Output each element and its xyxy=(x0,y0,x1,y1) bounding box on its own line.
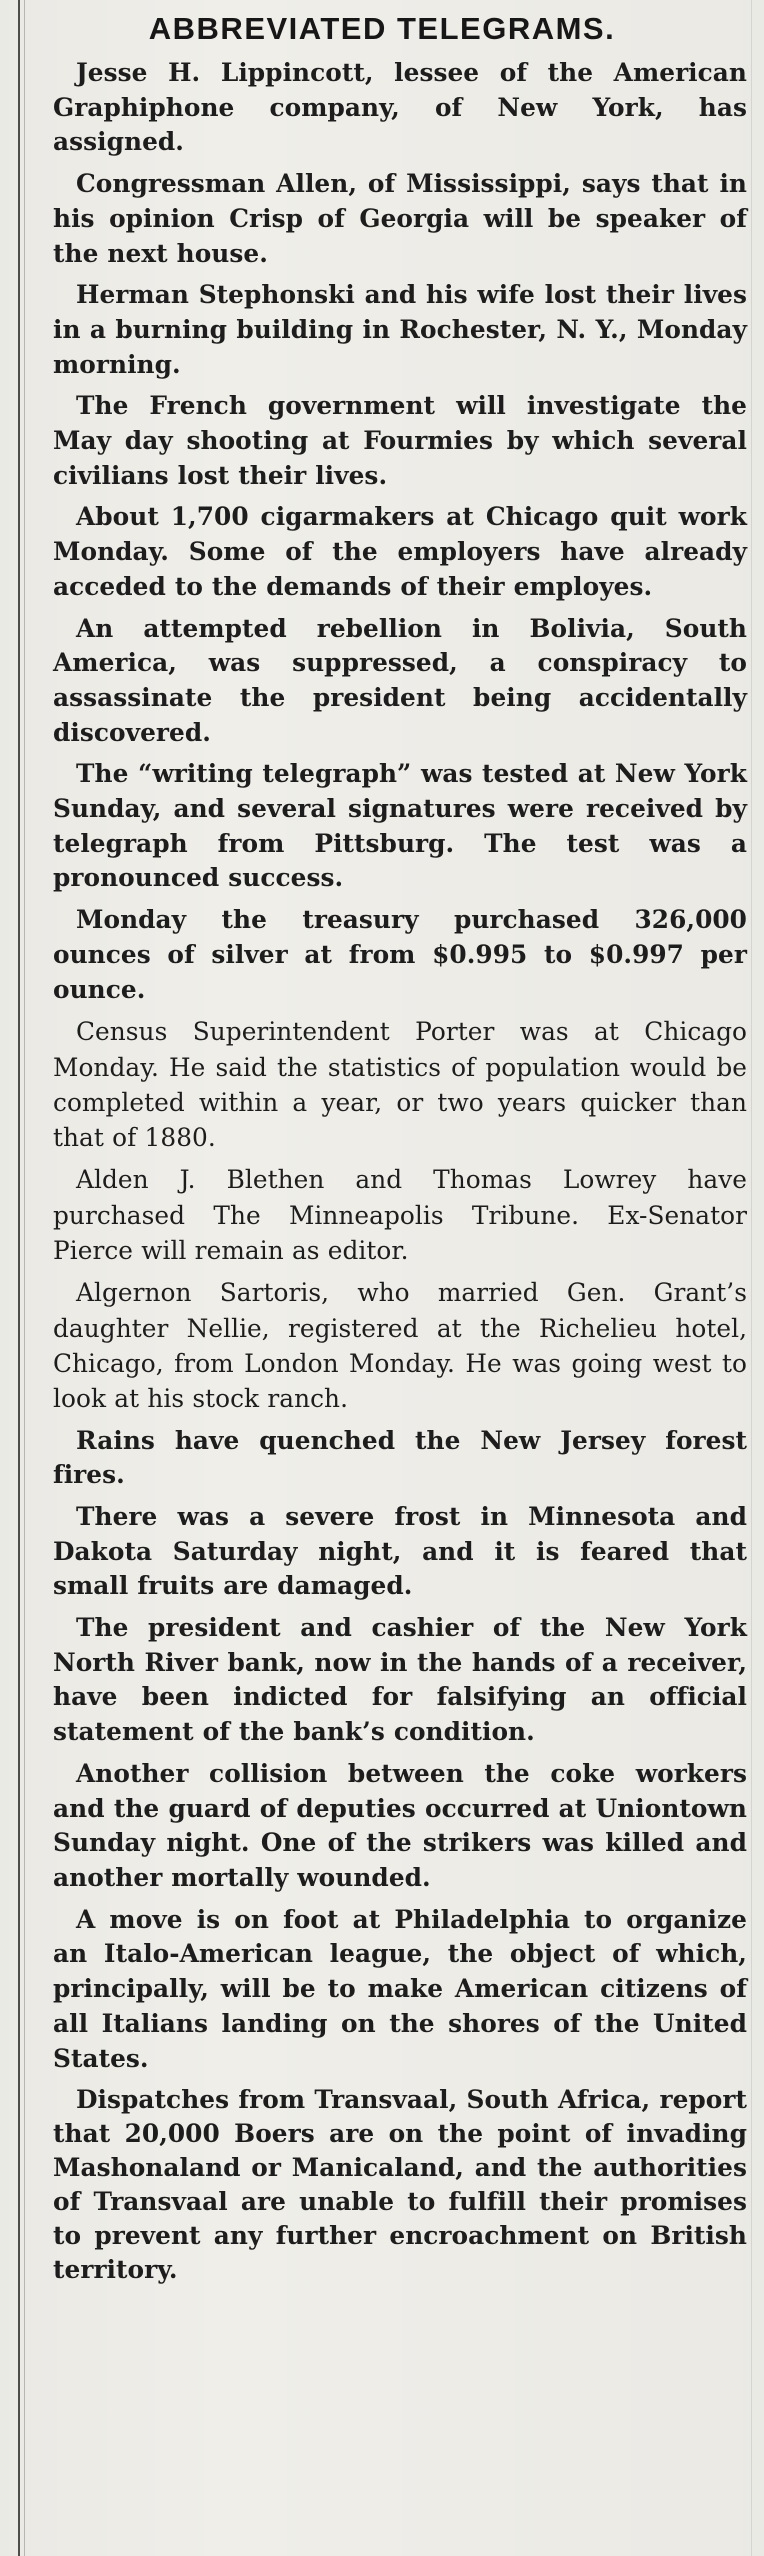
news-item-8: Monday the treasury purchased 326,000 ounces of silver at from $0.995 to $0.997 per ounce. xyxy=(53,905,747,1004)
news-item-5: About 1,700 cigarmakers at Chicago quit work Monday. Some of the employers have already acceded to the demands of their employes. xyxy=(53,502,747,601)
left-column-inner-rule xyxy=(24,0,25,2556)
section-title: ABBREVIATED TELEGRAMS. xyxy=(148,11,616,46)
news-item-10: Alden J. Blethen and Thomas Lowrey have purchased The Minneapolis Tribune. Ex-Senator Pierce will remain as editor. xyxy=(53,1165,747,1266)
news-item-15: Another collision between the coke workers and the guard of deputies occurred at Uniontown Sunday night. One of the strikers was killed and another mortally wounded. xyxy=(53,1758,747,1892)
news-item-16: A move is on foot at Philadelphia to organize an Italo-American league, the object of which, principally, will be to make American citizens of all Italians landing on the shores of the United States. xyxy=(53,1904,747,2073)
news-item-1: Jesse H. Lippincott, lessee of the American Graphiphone company, of New York, has assigned. xyxy=(53,58,747,157)
news-item-7: The “writing telegraph” was tested at New York Sunday, and several signatures were received by telegraph from Pittsburg. The test was a pronounced success. xyxy=(53,759,747,893)
news-item-9: Census Superintendent Porter was at Chicago Monday. He said the statistics of population would be completed within a year, or two years quicker than that of 1880. xyxy=(53,1017,747,1153)
left-column-rule xyxy=(18,0,20,2556)
news-item-12: Rains have quenched the New Jersey forest fires. xyxy=(53,1425,747,1490)
news-item-14: The president and cashier of the New York North River bank, now in the hands of a receiver, have been indicted for falsifying an official statement of the bank’s condition. xyxy=(53,1613,747,1747)
news-item-11: Algernon Sartoris, who married Gen. Grant’s daughter Nellie, registered at the Richelieu hotel, Chicago, from London Monday. He was going west to look at his stock ranch. xyxy=(53,1278,747,1414)
news-item-4: The French government will investigate the May day shooting at Fourmies by which several civilians lost their lives. xyxy=(53,391,747,490)
right-column-rule xyxy=(751,0,752,2556)
news-item-17: Dispatches from Transvaal, South Africa, report that 20,000 Boers are on the point of invading Mashonaland or Manicaland, and the authorities of Transvaal are unable to fulfill their promises to prevent any further encroachment on British territory. xyxy=(53,2085,747,2285)
news-item-6: An attempted rebellion in Bolivia, South America, was suppressed, a conspiracy to assassinate the president being accidentally discovered. xyxy=(53,613,747,747)
article-column xyxy=(53,56,747,2294)
news-item-2: Congressman Allen, of Mississippi, says that in his opinion Crisp of Georgia will be speaker of the next house. xyxy=(53,169,747,268)
news-item-13: There was a severe frost in Minnesota and Dakota Saturday night, and it is feared that small fruits are damaged. xyxy=(53,1501,747,1601)
news-item-3: Herman Stephonski and his wife lost their lives in a burning building in Rochester, N. Y., Monday morning. xyxy=(53,280,747,379)
